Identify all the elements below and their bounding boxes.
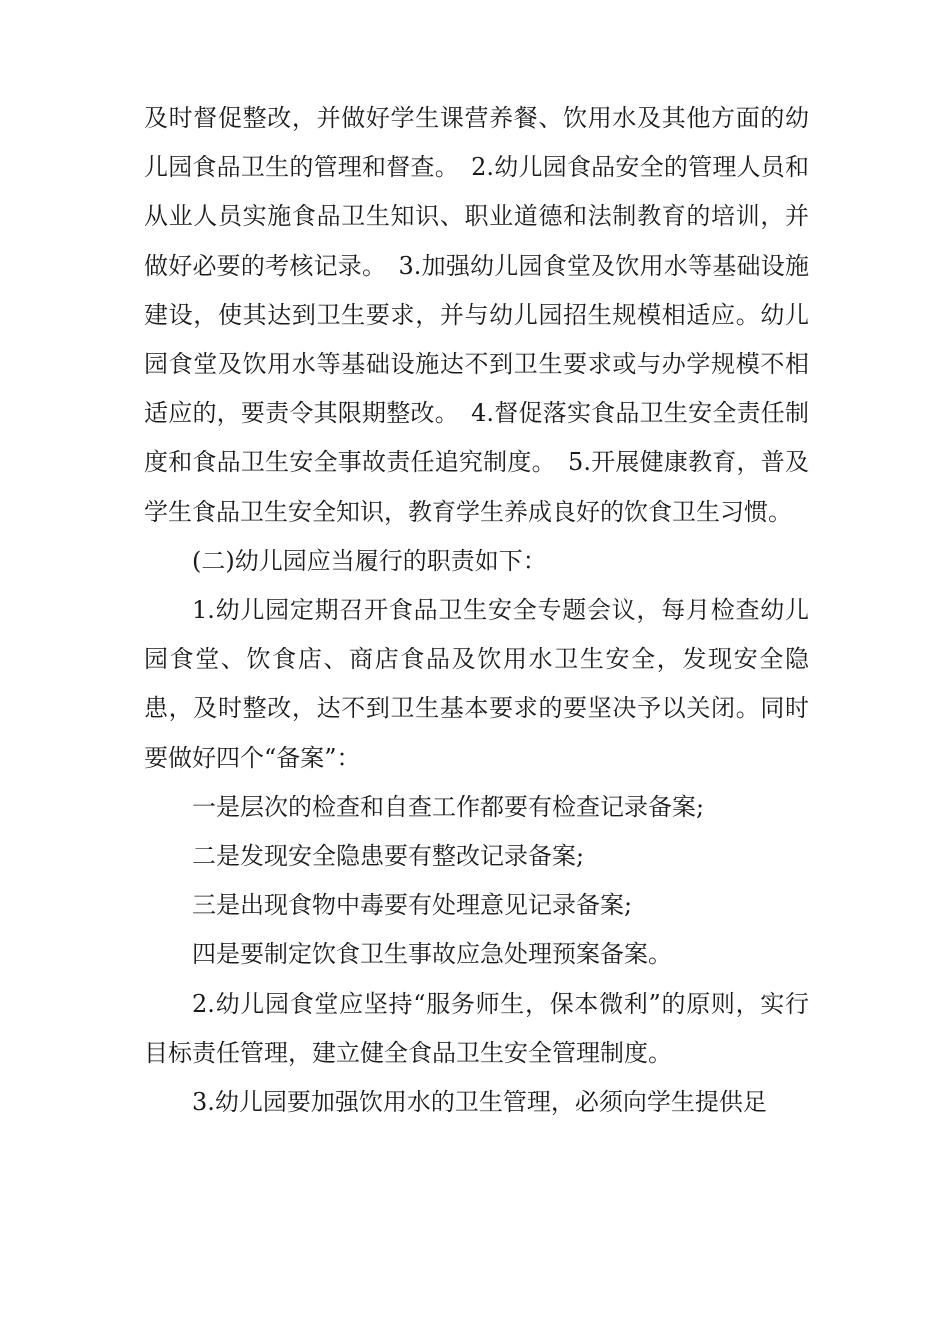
paragraph-9: 3.幼儿园要加强饮用水的卫生管理，必须向学生提供足 [192,1088,767,1117]
paragraph-8: 2.幼儿园食堂应坚持“服务师生，保本微利”的原则，实行目标责任管理，建立健全食品卫生安全管理制度。 [144,989,809,1067]
paragraph-4: 一是层次的检查和自查工作都要有检查记录备案; [192,792,705,821]
paragraph-1: 及时督促整改，并做好学生课营养餐、饮用水及其他方面的幼儿园食品卫生的管理和督查。 2.幼儿园食品安全的管理人员和从业人员实施食品卫生知识、职业道德和法制教育的培训，并做好必要的考核记录。 3.加强幼儿园食堂及饮用水等基础设施建设，使其达到卫生要求，并与幼儿园招生规模相适应。幼儿园食堂及饮用水等基础设施达不到卫生要求或与办学规模不相适应的，要责令其限期整改。 4.督促落实食品卫生安全责任制度和食品卫生安全事故责任追究制度。 5.开展健康教育，普及学生食品卫生安全知识，教育学生养成良好的饮食卫生习惯。 [144,104,809,526]
paragraph-3: 1.幼儿园定期召开食品卫生安全专题会议，每月检查幼儿园食堂、饮食店、商店食品及饮用水卫生安全，发现安全隐患，及时整改，达不到卫生基本要求的要坚决予以关闭。同时要做好四个“备案”： [144,596,809,772]
paragraph-6: 三是出现食物中毒要有处理意见记录备案; [192,891,633,920]
document-body [144,94,809,1127]
paragraph-5: 二是发现安全隐患要有整改记录备案; [192,842,585,871]
paragraph-7: 四是要制定饮食卫生事故应急处理预案备案。 [192,940,672,969]
paragraph-2: (二)幼儿园应当履行的职责如下： [192,546,547,575]
